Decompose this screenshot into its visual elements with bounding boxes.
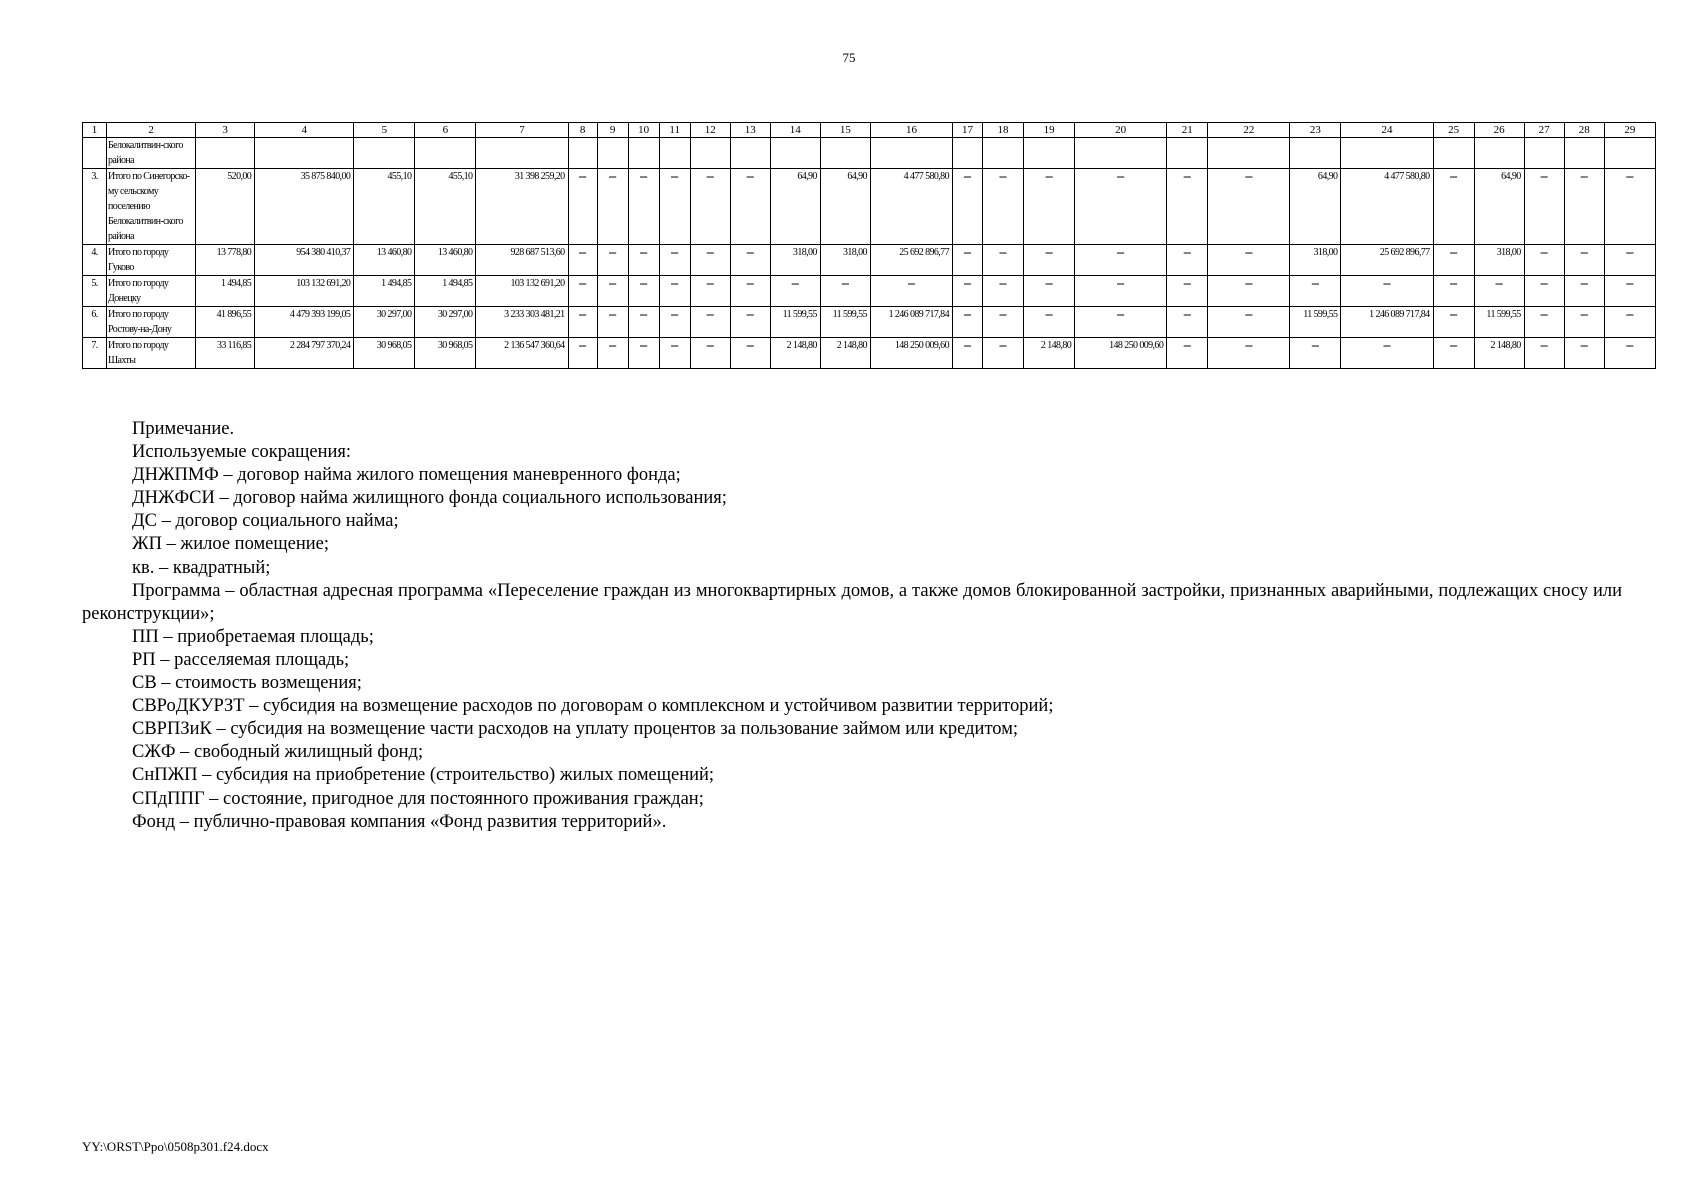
table-cell: 2 148,80 [820, 338, 870, 369]
table-cell [196, 138, 255, 169]
table-cell: – [568, 276, 597, 307]
table-cell: – [1524, 338, 1564, 369]
table-cell: – [1433, 307, 1474, 338]
table-cell [255, 138, 354, 169]
table-row [83, 245, 1656, 276]
table-cell: – [1075, 307, 1167, 338]
table-cell [568, 138, 597, 169]
table-cell [1341, 138, 1433, 169]
table-cell: – [1564, 245, 1604, 276]
table-cell [1208, 138, 1290, 169]
table-cell: – [1024, 245, 1075, 276]
table-cell: – [659, 169, 690, 245]
column-header: 22 [1208, 123, 1290, 138]
table-cell: – [1075, 245, 1167, 276]
table-cell: – [659, 338, 690, 369]
table-cell: Итого по городу Гуково [107, 245, 196, 276]
table-cell: – [1208, 307, 1290, 338]
table-cell: 103 132 691,20 [476, 276, 568, 307]
table-cell: Белокалитвин-ского района [107, 138, 196, 169]
table-row [83, 276, 1656, 307]
table-cell: – [1433, 276, 1474, 307]
table-cell: – [1524, 245, 1564, 276]
column-header: 9 [597, 123, 628, 138]
column-header: 29 [1604, 123, 1655, 138]
table-cell [1024, 138, 1075, 169]
column-header: 26 [1474, 123, 1524, 138]
column-header: 16 [870, 123, 952, 138]
table-cell: 455,10 [415, 169, 476, 245]
table-cell: – [690, 169, 730, 245]
note-line: ДНЖФСИ – договор найма жилищного фонда социального использования; [132, 488, 727, 509]
column-header: 8 [568, 123, 597, 138]
table-cell [628, 138, 659, 169]
table-cell [870, 138, 952, 169]
table-cell [476, 138, 568, 169]
note-line: ЖП – жилое помещение; [132, 534, 329, 555]
table-cell: – [1167, 307, 1208, 338]
table-cell: – [1024, 169, 1075, 245]
note-line: ДНЖПМФ – договор найма жилого помещения маневренного фонда; [132, 465, 681, 486]
table-cell: – [1075, 169, 1167, 245]
table-cell: – [568, 245, 597, 276]
table-cell: Итого по городу Шахты [107, 338, 196, 369]
table-cell: – [730, 245, 770, 276]
table-cell: 33 116,85 [196, 338, 255, 369]
table-cell: – [659, 245, 690, 276]
table-cell: – [870, 276, 952, 307]
table-cell: 11 599,55 [820, 307, 870, 338]
table-cell [1474, 138, 1524, 169]
table-cell: – [1208, 245, 1290, 276]
table-cell: – [1564, 276, 1604, 307]
table-cell: – [628, 338, 659, 369]
table-cell: – [1604, 169, 1655, 245]
table-cell: – [659, 276, 690, 307]
table-cell [690, 138, 730, 169]
column-header: 20 [1075, 123, 1167, 138]
note-line: РП – расселяемая площадь; [132, 649, 350, 670]
table-cell: 30 968,05 [415, 338, 476, 369]
table-cell: 2 148,80 [1474, 338, 1524, 369]
table-cell: – [690, 338, 730, 369]
table-cell: – [983, 338, 1024, 369]
table-cell: – [952, 307, 982, 338]
column-header: 12 [690, 123, 730, 138]
table-cell: – [1167, 338, 1208, 369]
table-cell: 64,90 [1474, 169, 1524, 245]
table-cell [1075, 138, 1167, 169]
table-cell: 7. [83, 338, 107, 369]
table-cell [1564, 138, 1604, 169]
table-cell: – [1524, 169, 1564, 245]
table-cell: – [1524, 307, 1564, 338]
table-cell: – [1167, 245, 1208, 276]
table-cell: 4 479 393 199,05 [255, 307, 354, 338]
table-cell [415, 138, 476, 169]
footer-file-path: YY:\ORST\Ppo\0508p301.f24.docx [82, 1139, 269, 1154]
table-cell: – [568, 307, 597, 338]
table-cell: 1 494,85 [354, 276, 415, 307]
table-cell: 64,90 [1290, 169, 1341, 245]
note-line: кв. – квадратный; [132, 557, 271, 578]
table-cell: 103 132 691,20 [255, 276, 354, 307]
table-cell: 25 692 896,77 [870, 245, 952, 276]
column-header: 19 [1024, 123, 1075, 138]
note-line: Используемые сокращения: [132, 442, 352, 463]
table-cell: – [952, 338, 982, 369]
table-cell: 318,00 [1290, 245, 1341, 276]
table-cell: – [1024, 276, 1075, 307]
table-cell: 6. [83, 307, 107, 338]
table-cell: 928 687 513,60 [476, 245, 568, 276]
table-cell: 13 778,80 [196, 245, 255, 276]
table-cell: – [628, 245, 659, 276]
table-cell: 2 284 797 370,24 [255, 338, 354, 369]
table-cell: 13 460,80 [415, 245, 476, 276]
table-cell: – [597, 338, 628, 369]
column-header: 4 [255, 123, 354, 138]
table-cell: 25 692 896,77 [1341, 245, 1433, 276]
column-header: 2 [107, 123, 196, 138]
table-cell: – [597, 276, 628, 307]
table-cell [1290, 138, 1341, 169]
table-cell: – [952, 245, 982, 276]
table-cell: 2 148,80 [770, 338, 820, 369]
table-cell: – [1167, 169, 1208, 245]
page-number: 75 [842, 50, 856, 65]
column-header: 5 [354, 123, 415, 138]
table-cell: 4 477 580,80 [870, 169, 952, 245]
table-cell: – [1024, 307, 1075, 338]
table-cell: – [1604, 307, 1655, 338]
table-cell: – [1167, 276, 1208, 307]
table-cell: 64,90 [820, 169, 870, 245]
table-cell: – [1341, 276, 1433, 307]
column-header: 7 [476, 123, 568, 138]
table-cell: – [1564, 307, 1604, 338]
table-cell: 148 250 009,60 [1075, 338, 1167, 369]
table-cell: – [1604, 276, 1655, 307]
table-cell: – [1075, 276, 1167, 307]
table-cell: 41 896,55 [196, 307, 255, 338]
table-cell: 1 246 089 717,84 [870, 307, 952, 338]
table-cell [354, 138, 415, 169]
table-cell: 318,00 [820, 245, 870, 276]
table-cell: 13 460,80 [354, 245, 415, 276]
table-cell: 1 494,85 [196, 276, 255, 307]
column-header: 11 [659, 123, 690, 138]
column-header: 23 [1290, 123, 1341, 138]
table-cell: – [730, 307, 770, 338]
table-cell: Итого по городу Ростову-на-Дону [107, 307, 196, 338]
table-cell: – [983, 276, 1024, 307]
table-cell [730, 138, 770, 169]
column-header: 27 [1524, 123, 1564, 138]
table-cell: 31 398 259,20 [476, 169, 568, 245]
table-cell: 64,90 [770, 169, 820, 245]
note-line: СВРПЗиК – субсидия на возмещение части расходов на уплату процентов за пользование займом или кредитом; [132, 719, 1019, 740]
table-cell: 455,10 [354, 169, 415, 245]
table-cell: – [628, 169, 659, 245]
table-cell: – [597, 245, 628, 276]
table-cell [983, 138, 1024, 169]
table-cell: 1 246 089 717,84 [1341, 307, 1433, 338]
column-header: 18 [983, 123, 1024, 138]
table-cell: 1 494,85 [415, 276, 476, 307]
table-cell [952, 138, 982, 169]
table-cell [659, 138, 690, 169]
table-cell: 3 233 303 481,21 [476, 307, 568, 338]
table-cell: – [770, 276, 820, 307]
table-row [83, 138, 1656, 169]
table-cell: 30 297,00 [354, 307, 415, 338]
table-cell: – [1604, 245, 1655, 276]
table-cell: – [1433, 245, 1474, 276]
note-line: Программа – областная адресная программа «Переселение граждан из многоквартирных домов, а также домов блокированной застройки, признанных аварийными, подлежащих сносу или реконструкции»; [82, 580, 1622, 624]
table-cell [1433, 138, 1474, 169]
table-cell: – [568, 169, 597, 245]
table-row [83, 307, 1656, 338]
column-header: 14 [770, 123, 820, 138]
column-header: 25 [1433, 123, 1474, 138]
note-heading: Примечание. [132, 419, 235, 439]
table-cell: – [690, 276, 730, 307]
note-line: СПдППГ – состояние, пригодное для постоянного проживания граждан; [132, 788, 704, 809]
table-cell: 318,00 [770, 245, 820, 276]
table-cell: – [1564, 338, 1604, 369]
column-header: 6 [415, 123, 476, 138]
table-cell: 5. [83, 276, 107, 307]
table-cell: 2 148,80 [1024, 338, 1075, 369]
table-cell: 35 875 840,00 [255, 169, 354, 245]
table-cell: 318,00 [1474, 245, 1524, 276]
table-cell [83, 138, 107, 169]
table-row [83, 338, 1656, 369]
table-cell: – [1208, 169, 1290, 245]
table-cell: – [820, 276, 870, 307]
note-line: СВ – стоимость возмещения; [132, 673, 362, 694]
table-cell: 11 599,55 [1290, 307, 1341, 338]
table-cell: – [1208, 338, 1290, 369]
table-cell: – [730, 169, 770, 245]
column-header: 3 [196, 123, 255, 138]
table-cell: 520,00 [196, 169, 255, 245]
column-header: 1 [83, 123, 107, 138]
note-line: ДС – договор социального найма; [132, 511, 399, 532]
table-cell: – [952, 276, 982, 307]
table-cell [1604, 138, 1655, 169]
note-line: СнПЖП – субсидия на приобретение (строительство) жилых помещений; [132, 765, 715, 786]
table-cell: – [1290, 338, 1341, 369]
table-cell: Итого по городу Донецку [107, 276, 196, 307]
table-cell: – [1433, 169, 1474, 245]
data-table [82, 122, 1656, 369]
note-line: СЖФ – свободный жилищный фонд; [132, 742, 424, 763]
column-header: 13 [730, 123, 770, 138]
table-cell: – [730, 276, 770, 307]
column-header: 24 [1341, 123, 1433, 138]
table-cell: 954 380 410,37 [255, 245, 354, 276]
table-cell: – [597, 169, 628, 245]
table-cell: 11 599,55 [1474, 307, 1524, 338]
note-line: СВРоДКУРЗТ – субсидия на возмещение расходов по договорам о комплексном и устойчивом развитии территорий; [132, 696, 1054, 717]
table-cell: 30 968,05 [354, 338, 415, 369]
table-cell [597, 138, 628, 169]
table-cell [1524, 138, 1564, 169]
table-cell: 3. [83, 169, 107, 245]
table-cell: – [1524, 276, 1564, 307]
table-cell: – [983, 307, 1024, 338]
table-cell: – [1433, 338, 1474, 369]
table-cell: 148 250 009,60 [870, 338, 952, 369]
column-header: 28 [1564, 123, 1604, 138]
table-row [83, 169, 1656, 245]
table-cell: 4. [83, 245, 107, 276]
table-cell: – [628, 276, 659, 307]
table-cell: 30 297,00 [415, 307, 476, 338]
table-cell: 11 599,55 [770, 307, 820, 338]
column-header: 17 [952, 123, 982, 138]
notes [82, 418, 1622, 834]
table-cell: – [1208, 276, 1290, 307]
column-header: 15 [820, 123, 870, 138]
table-cell: – [597, 307, 628, 338]
table-cell: – [628, 307, 659, 338]
table-cell: – [952, 169, 982, 245]
table-cell: Итого по Синегорско-му сельскому поселению Белокалитвин-ского района [107, 169, 196, 245]
table-cell: – [690, 307, 730, 338]
table-cell: – [568, 338, 597, 369]
table-cell: – [983, 245, 1024, 276]
table-header-row [83, 123, 1656, 138]
table-cell: 2 136 547 360,64 [476, 338, 568, 369]
table-cell: – [1604, 338, 1655, 369]
note-line: ПП – приобретаемая площадь; [132, 626, 374, 647]
table-cell: – [659, 307, 690, 338]
table-cell: – [1290, 276, 1341, 307]
table-cell: 4 477 580,80 [1341, 169, 1433, 245]
table-cell: – [1564, 169, 1604, 245]
column-header: 10 [628, 123, 659, 138]
table-cell [770, 138, 820, 169]
table-cell [820, 138, 870, 169]
table-cell: – [983, 169, 1024, 245]
table-cell: – [730, 338, 770, 369]
table-cell: – [1341, 338, 1433, 369]
table-cell [1167, 138, 1208, 169]
table-cell: – [1474, 276, 1524, 307]
note-line: Фонд – публично-правовая компания «Фонд развития территорий». [132, 811, 667, 832]
table-cell: – [690, 245, 730, 276]
column-header: 21 [1167, 123, 1208, 138]
